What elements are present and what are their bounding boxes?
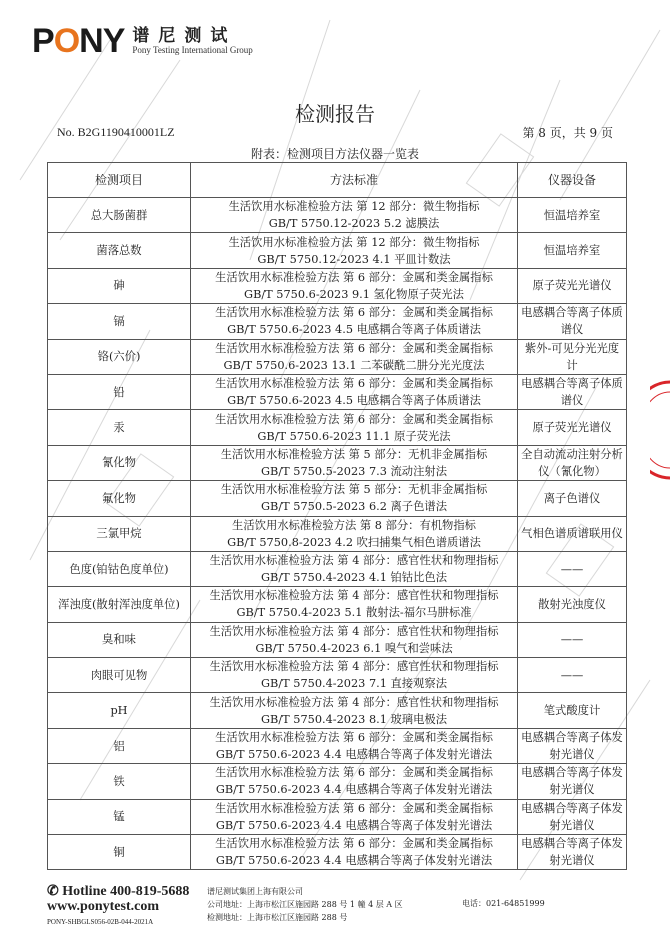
- method-standard: GB/T 5750.6-2023 11.1 原子荧光法: [257, 429, 451, 443]
- cell-method: [191, 374, 518, 409]
- cell-item: 臭和味: [48, 622, 191, 657]
- method-title: 生活饮用水标准检验方法 第 4 部分：感官性状和物理指标: [209, 695, 499, 709]
- cell-method: [191, 233, 518, 268]
- cell-equipment: 电感耦合等离子体发射光谱仪: [518, 764, 627, 799]
- cell-item: 铅: [48, 374, 191, 409]
- cell-equipment: 紫外-可见分光光度计: [518, 339, 627, 374]
- cell-method: [191, 658, 518, 693]
- cell-equipment: 散射光浊度仪: [518, 587, 627, 622]
- cell-method: [191, 339, 518, 374]
- table-row: [48, 198, 627, 233]
- cell-method: [191, 799, 518, 834]
- logo-wordmark: PONY: [32, 22, 125, 60]
- cell-method: [191, 587, 518, 622]
- method-title: 生活饮用水标准检验方法 第 6 部分：金属和类金属指标: [215, 731, 493, 745]
- cell-equipment: 原子荧光光谱仪: [518, 410, 627, 445]
- method-standard: GB/T 5750.4-2023 4.1 铂钴比色法: [261, 571, 447, 585]
- cell-item: 菌落总数: [48, 233, 191, 268]
- method-standard: GB/T 5750.8-2023 4.2 吹扫捕集气相色谱质谱法: [227, 535, 481, 549]
- cell-item: pH: [48, 693, 191, 728]
- method-title: 生活饮用水标准检验方法 第 12 部分：微生物指标: [228, 200, 480, 214]
- cell-method: [191, 551, 518, 586]
- method-standard: GB/T 5750.5-2023 7.3 流动注射法: [261, 464, 447, 478]
- cell-equipment: 恒温培养室: [518, 233, 627, 268]
- table-row: [48, 799, 627, 834]
- method-title: 生活饮用水标准检验方法 第 6 部分：金属和类金属指标: [215, 341, 493, 355]
- table-row: [48, 304, 627, 339]
- method-standard: GB/T 5750.6-2023 4.4 电感耦合等离子体发射光谱法: [215, 748, 493, 762]
- table-row: [48, 374, 627, 409]
- report-number: No. B2G1190410001LZ: [57, 125, 175, 139]
- method-standard: GB/T 5750.6-2023 4.4 电感耦合等离子体发射光谱法: [215, 818, 493, 832]
- cell-item: 色度(铂钴色度单位): [48, 551, 191, 586]
- logo-chinese-name: 谱尼测试: [132, 25, 237, 46]
- cell-equipment: 电感耦合等离子体质谱仪: [518, 304, 627, 339]
- header-item: 检测项目: [48, 163, 191, 198]
- cell-equipment: 电感耦合等离子体发射光谱仪: [518, 835, 627, 870]
- cell-equipment: 笔式酸度计: [518, 693, 627, 728]
- cell-item: 铬(六价): [48, 339, 191, 374]
- table-row: [48, 233, 627, 268]
- cell-equipment: 电感耦合等离子体发射光谱仪: [518, 728, 627, 763]
- method-standard: GB/T 5750.12-2023 5.2 滤膜法: [268, 217, 440, 231]
- cell-method: [191, 622, 518, 657]
- cell-equipment: 原子荧光光谱仪: [518, 268, 627, 303]
- table-row: [48, 516, 627, 551]
- header-equipment: 仪器设备: [518, 163, 627, 198]
- cell-equipment: 离子色谱仪: [518, 481, 627, 516]
- method-title: 生活饮用水标准检验方法 第 4 部分：感官性状和物理指标: [209, 554, 499, 568]
- method-standard: GB/T 5750.4-2023 7.1 直接观察法: [261, 677, 447, 691]
- table-row: [48, 551, 627, 586]
- page-indicator: 第 8 页，共 9 页: [522, 126, 613, 140]
- website: www.ponytest.com: [47, 899, 159, 914]
- table-caption: 附表：检测项目方法仪器一览表: [250, 147, 419, 161]
- table-header-row: [48, 163, 627, 198]
- document-code: PONY-SHBGLS056-02B-044-2021A: [47, 918, 154, 926]
- cell-method: [191, 728, 518, 763]
- method-title: 生活饮用水标准检验方法 第 5 部分：无机非金属指标: [220, 447, 488, 461]
- company-name: 谱尼测试集团上海有限公司: [207, 887, 303, 896]
- method-title: 生活饮用水标准检验方法 第 4 部分：感官性状和物理指标: [209, 660, 499, 674]
- method-title: 生活饮用水标准检验方法 第 6 部分：金属和类金属指标: [215, 837, 493, 851]
- cell-item: 铝: [48, 728, 191, 763]
- cell-item: 浑浊度(散射浑浊度单位): [48, 587, 191, 622]
- cell-method: [191, 198, 518, 233]
- cell-item: 汞: [48, 410, 191, 445]
- method-instrument-table: [47, 162, 627, 870]
- cell-equipment: ——: [518, 551, 627, 586]
- method-standard: GB/T 5750.6-2023 4.4 电感耦合等离子体发射光谱法: [215, 783, 493, 797]
- company-info: [207, 885, 403, 924]
- cell-item: 铁: [48, 764, 191, 799]
- cell-method: [191, 268, 518, 303]
- method-title: 生活饮用水标准检验方法 第 12 部分：微生物指标: [228, 235, 480, 249]
- method-title: 生活饮用水标准检验方法 第 4 部分：感官性状和物理指标: [209, 624, 499, 638]
- test-address: 检测地址：上海市松江区施园路 288 号: [207, 913, 348, 922]
- company-address: 公司地址：上海市松江区施园路 288 号 1 幢 4 层 A 区: [207, 900, 403, 909]
- company-phone: 电话：021-64851999: [462, 899, 545, 908]
- cell-item: 镉: [48, 304, 191, 339]
- cell-method: [191, 410, 518, 445]
- table-row: [48, 587, 627, 622]
- phone-icon: ✆: [47, 884, 59, 899]
- table-row: [48, 339, 627, 374]
- table-row: [48, 622, 627, 657]
- cell-item: 锰: [48, 799, 191, 834]
- official-seal: [650, 380, 670, 480]
- cell-method: [191, 445, 518, 480]
- cell-item: 肉眼可见物: [48, 658, 191, 693]
- method-standard: GB/T 5750.5-2023 6.2 离子色谱法: [261, 500, 447, 514]
- cell-item: 铜: [48, 835, 191, 870]
- cell-method: [191, 516, 518, 551]
- cell-equipment: ——: [518, 622, 627, 657]
- cell-item: 氟化物: [48, 481, 191, 516]
- method-standard: GB/T 5750.6-2023 9.1 氢化物原子荧光法: [244, 287, 464, 301]
- method-title: 生活饮用水标准检验方法 第 5 部分：无机非金属指标: [220, 483, 488, 497]
- table-row: [48, 268, 627, 303]
- table-row: [48, 728, 627, 763]
- cell-equipment: ——: [518, 658, 627, 693]
- document-title: 检测报告: [295, 102, 375, 126]
- method-title: 生活饮用水标准检验方法 第 6 部分：金属和类金属指标: [215, 766, 493, 780]
- method-title: 生活饮用水标准检验方法 第 8 部分：有机物指标: [232, 518, 476, 532]
- method-title: 生活饮用水标准检验方法 第 4 部分：感官性状和物理指标: [209, 589, 499, 603]
- cell-method: [191, 693, 518, 728]
- method-title: 生活饮用水标准检验方法 第 6 部分：金属和类金属指标: [215, 377, 493, 391]
- method-title: 生活饮用水标准检验方法 第 6 部分：金属和类金属指标: [215, 412, 493, 426]
- cell-equipment: 全自动流动注射分析仪（氰化物）: [518, 445, 627, 480]
- method-standard: GB/T 5750.6-2023 4.5 电感耦合等离子体质谱法: [227, 394, 481, 408]
- cell-method: [191, 481, 518, 516]
- table-row: [48, 764, 627, 799]
- method-standard: GB/T 5750.6-2023 4.5 电感耦合等离子体质谱法: [227, 323, 481, 337]
- table-row: [48, 835, 627, 870]
- table-row: [48, 410, 627, 445]
- hotline: ✆ Hotline 400-819-5688: [47, 884, 190, 899]
- pony-logo: [32, 24, 253, 58]
- cell-method: [191, 304, 518, 339]
- method-title: 生活饮用水标准检验方法 第 6 部分：金属和类金属指标: [215, 801, 493, 815]
- method-standard: GB/T 5750.12-2023 4.1 平皿计数法: [257, 252, 451, 266]
- method-standard: GB/T 5750.4-2023 8.1 玻璃电极法: [261, 712, 447, 726]
- method-standard: GB/T 5750.6-2023 4.4 电感耦合等离子体发射光谱法: [215, 854, 493, 868]
- cell-equipment: 电感耦合等离子体发射光谱仪: [518, 799, 627, 834]
- table-row: [48, 481, 627, 516]
- cell-item: 三氯甲烷: [48, 516, 191, 551]
- table-row: [48, 445, 627, 480]
- cell-item: 总大肠菌群: [48, 198, 191, 233]
- method-standard: GB/T 5750.4-2023 5.1 散射法-福尔马肼标准: [236, 606, 472, 620]
- cell-item: 砷: [48, 268, 191, 303]
- cell-item: 氰化物: [48, 445, 191, 480]
- cell-equipment: 恒温培养室: [518, 198, 627, 233]
- cell-equipment: 电感耦合等离子体质谱仪: [518, 374, 627, 409]
- cell-method: [191, 835, 518, 870]
- table-row: [48, 658, 627, 693]
- logo-english-name: Pony Testing International Group: [132, 45, 253, 56]
- method-title: 生活饮用水标准检验方法 第 6 部分：金属和类金属指标: [215, 306, 493, 320]
- cell-equipment: 气相色谱质谱联用仪: [518, 516, 627, 551]
- method-standard: GB/T 5750.6-2023 13.1 二苯碳酰二肼分光光度法: [223, 358, 485, 372]
- method-standard: GB/T 5750.4-2023 6.1 嗅气和尝味法: [255, 641, 453, 655]
- header-method: 方法标准: [191, 163, 518, 198]
- table-row: [48, 693, 627, 728]
- method-title: 生活饮用水标准检验方法 第 6 部分：金属和类金属指标: [215, 270, 493, 284]
- cell-method: [191, 764, 518, 799]
